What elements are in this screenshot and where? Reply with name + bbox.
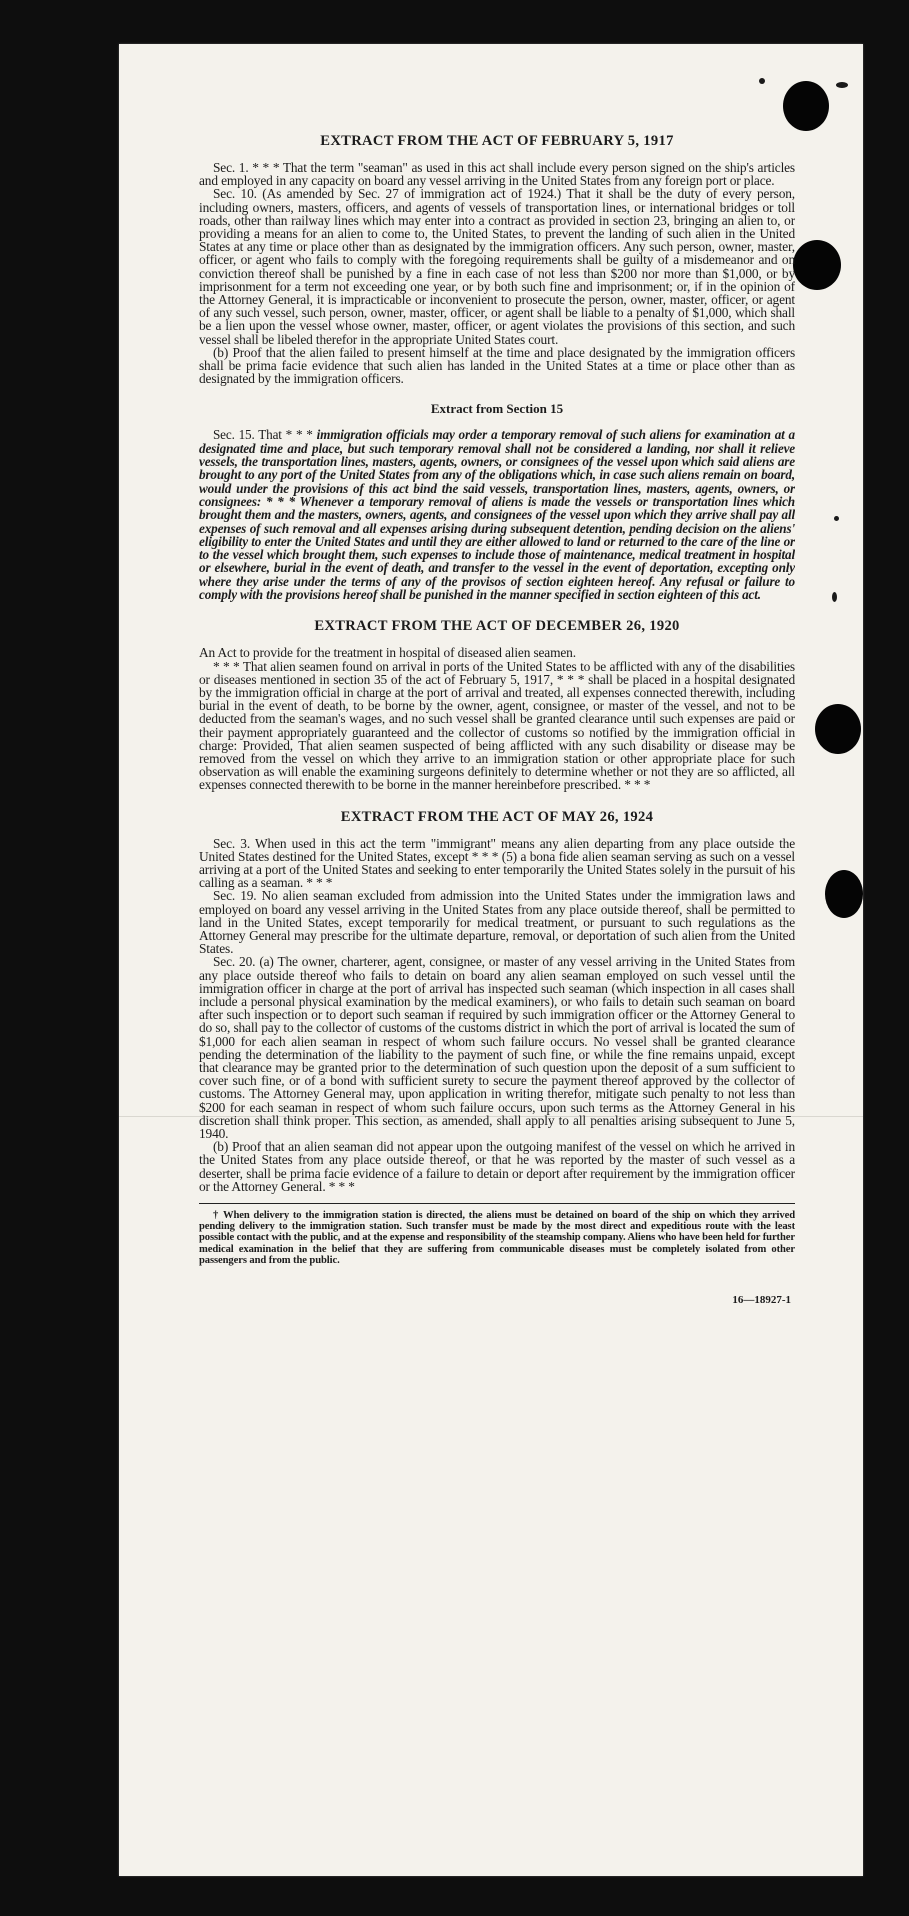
speck <box>836 82 848 88</box>
document-text <box>199 132 795 1872</box>
footnote-rule <box>199 1203 795 1204</box>
form-number: 16—18927-1 <box>732 1294 791 1307</box>
sec15-paragraph <box>199 428 795 601</box>
sec3-paragraph: Sec. 3. When used in this act the term "immigrant" means any alien departing from any place outside the United States destined for the United States, except * * * (5) a bona fide alien seaman serving as such on a vessel arriving at a port of the United States and seeking to enter temporarily the United States solely in the pursuit of his calling as a seaman. * * * <box>199 835 795 891</box>
heading-dec-1920: EXTRACT FROM THE ACT OF DECEMBER 26, 1920 <box>314 618 680 635</box>
subheading-section-15: Extract from Section 15 <box>430 401 564 417</box>
sec20a-paragraph: Sec. 20. (a) The owner, charterer, agent, consignee, or master of any vessel arriving in the United States from any place outside thereof who fails to detain on board any alien seaman employed on such vessel until the immigration officer in charge at the port of arrival has inspected such seaman (which inspection in all cases shall include a personal physical examination by the medical examiners), or who fails to detain such seaman on board after such inspection or to deport such seaman if required by such immigration officer or the Attorney General to do so, shall pay to the collector of customs of the customs district in which the port of arrival is located the sum of $1,000 for each alien seaman in respect of whom such failure occurs. No vessel shall be granted clearance pending the determination of the liability to the payment of such fine, or while the fine remains unpaid, except that clearance may be granted prior to the determination of such question upon the deposit of a sum sufficient to cover such fine, or of a bond with sufficient surety to secure the payment thereof approved by the collector of customs. The Attorney General may, upon application in writing therefor, mitigate such penalty to not less than $200 for each seaman in respect of whom such failure occurs, upon such terms as the Attorney General in his discretion shall think proper. This section, as amended, shall apply to all penalties arising subsequent to June 5, 1940. <box>199 954 795 1142</box>
speck <box>834 516 839 521</box>
sec15-italic: immigration officials may order a temporary removal of such aliens for examination at a designated time and place, but such temporary removal shall not be considered a landing, nor shall it relieve vessels, the transportation lines, masters, agents, owners, or consignees of the vessel upon which said aliens are brought to any port of the United States from any of the obligations which, in case such aliens remain on board, would under the provisions of this act bind the said vessels, transportation lines, masters, agents, owners, or consignees: * * * Whenever a temporary removal of aliens is made the vessels or transportation lines which brought them and the masters, owners, agents, and consignees of the vessel upon which they arrive shall pay all expenses of such removal and all expenses arising during subsequent detention, pending decision on the aliens' eligibility to enter the United States and until they are either allowed to land or returned to the care of the line or to the vessel which brought them, such expenses to include those of maintenance, medical treatment in hospital or elsewhere, burial in the event of death, and transfer to the vessel in the event of deportation, excepting only where they arise under the terms of any of the provisos of section eighteen hereof. Any refusal or failure to comply with the provisions hereof shall be punished in the manner specified in section eighteen of this act. <box>199 427 795 603</box>
sec19-paragraph: Sec. 19. No alien seaman excluded from admission into the United States under the immigration laws and employed on board any vessel arriving in the United States from any place outside thereof, shall be permitted to land in the United States, except temporarily for medical treatment, or pursuant to such regulations as the Attorney General may prescribe for the ultimate departure, removal, or deportation of such alien from the United States. <box>199 888 795 957</box>
sec10-paragraph: Sec. 10. (As amended by Sec. 27 of immigration act of 1924.) That it shall be the duty of every person, including owners, masters, officers, and agents of vessels of transportation lines, or international bridges or toll roads, other than railway lines which may enter into a contract as provided in section 23, bringing an alien to, or providing a means for an alien to come to, the United States, to prevent the landing of such alien in the United States at any time or place other than as designated by the immigration officers. Any such person, owner, master, officer, or agent who fails to comply with the foregoing requirements shall be guilty of a misdemeanor and on conviction thereof shall be punished by a fine in each case of not less than $200 nor more than $1,000, or by imprisonment for a term not exceeding one year, or by both such fine and imprisonment; or, if in the opinion of the Attorney General, it is impracticable or inconvenient to prosecute the person, owner, master, officer, or agent of any such vessel, such person, owner, master, officer, or agent shall be liable to a penalty of $1,000, which shall be a lien upon the vessel whose owner, master, officer, or agent violates the provisions of this section, and such vessel shall be libeled therefor in the appropriate United States court. <box>199 186 795 347</box>
act-1920-title: An Act to provide for the treatment in hospital of diseased alien seamen. <box>199 645 576 661</box>
punch-hole-middle <box>815 704 861 754</box>
act-1920-paragraph: * * * That alien seamen found on arrival in ports of the United States to be afflicted with any of the disabilities or diseases mentioned in section 35 of the act of February 5, 1917, * * * shall be placed in a hospital designated by the immigration official in charge at the port of arrival and treated, all expenses connected therewith, including burial in the event of death, to be borne by the owner, agent, consignee, or master of the vessel, and not to be deducted from the seaman's wages, and no such vessel shall be granted clearance until such expenses are paid or their payment appropriately guaranteed and the collector of customs so notified by the immigration official in charge: Provided, That alien seamen suspected of being afflicted with any such disability or disease may be removed from the vessel on which they arrive to an immigration station or other appropriate place for such observation as will enable the examining surgeons definitely to determine whether or not they are so afflicted, all expenses connected therewith to be borne in the manner hereinbefore prescribed. * * * <box>199 658 795 793</box>
document-page <box>119 44 863 1876</box>
sec15-lead: Sec. 15. That * * * <box>213 427 313 443</box>
heading-may-1924: EXTRACT FROM THE ACT OF MAY 26, 1924 <box>340 808 654 825</box>
footnote: † When delivery to the immigration station is directed, the aliens must be detained on board of the ship on which they arrived pending delivery to the immigration station. Such transfer must be made by the most direct and expeditious route with the least possible contact with the public, and at the expense and responsibility of the steamship company. Aliens who have been held for further medical examination in the belief that they are suffering from communicable diseases must be completely isolated from other passengers and from the public. <box>199 1210 795 1266</box>
punch-hole-upper <box>793 240 841 290</box>
speck <box>832 592 837 602</box>
heading-feb-1917: EXTRACT FROM THE ACT OF FEBRUARY 5, 1917 <box>320 133 674 149</box>
punch-hole-top <box>783 81 829 131</box>
sec1-paragraph: Sec. 1. * * * That the term "seaman" as used in this act shall include every person signed on the ship's articles and employed in any capacity on board any vessel arriving in the United States from any foreign port or place. <box>199 160 795 189</box>
speck <box>759 78 765 84</box>
sec10b-paragraph: (b) Proof that the alien failed to present himself at the time and place designated by the immigration officers shall be prima facie evidence that such alien has landed in the United States at a time or place other than as designated by the immigration officers. <box>199 344 795 387</box>
punch-hole-lower <box>825 870 863 918</box>
sec20b-paragraph: (b) Proof that an alien seaman did not appear upon the outgoing manifest of the vessel on which he arrived in the United States from any place outside thereof, or that he was reported by the master of such vessel as a deserter, shall be prima facie evidence of a failure to detain or deport after requirement by the immigration officer or the Attorney General. * * * <box>199 1139 795 1194</box>
